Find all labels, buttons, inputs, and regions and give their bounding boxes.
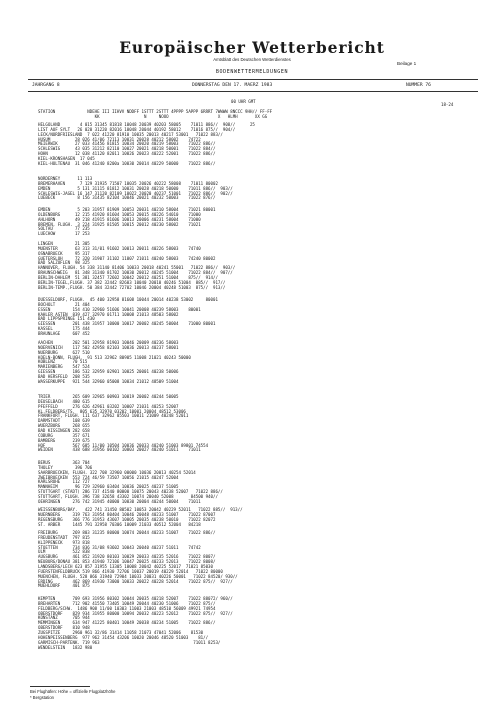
column-header-row-1: STATION NDEHE III IIHVV NDDFF 1STTT 2STTT 4PPPP 5APPP 6RRRT 7WWWW 8NCCC 9HH// FF-FF (38, 109, 273, 114)
station-row: KARLSRUHE 112 727 (38, 479, 90, 485)
station-row: DARMSTADT 108 639 (38, 418, 90, 424)
station-row: OBERSTDORF 810 948 (38, 625, 90, 631)
station-row: OBERSTDORF 829 934 31955 80000 10094 20032 40223 52012 71022 875// 927// (38, 610, 233, 616)
header-rule-bottom (28, 91, 478, 92)
station-row: DUESSELDORF, FLUGH. 45 400 32958 81608 10044 20014 40238 53002 80001 (38, 297, 218, 302)
station-row: MEMMINGEN 634 947 41225 80401 10049 20038 40234 51005 71022 886// (38, 620, 216, 626)
station-row: KOELN-BONN, FLUGH. 91 513 32962 80905 11008 21021 40243 50000 (38, 354, 191, 360)
time-range: 18-24 (441, 102, 454, 107)
station-row: PFEFFELD 276 626 42961 03202 10007 21031 40253 52007 (38, 403, 179, 409)
station-row: ULM 522 838 (38, 549, 90, 555)
station-row: ST. ARBER 1445 791 32958 70306 10009 21033 40512 52004 84218 (38, 521, 201, 527)
station-row: FUERSTENFELDBRUCK 519 866 41930 72706 10037 20019 40229 52014 71022 80000 (38, 568, 223, 574)
footnote-airports: Bei Flughäfen: Höhe = offizielle Flugplatzhöhe (30, 689, 116, 694)
station-row: BRAUNSCHWEIG 81 348 31340 81702 10030 20012 40245 51004 71022 884// 907// (38, 270, 233, 276)
station-row: NOERVENICH 117 502 42958 82103 10036 20013 40237 58001 (38, 344, 179, 350)
issue-date: DONNERSTAG DEN 17. MAERZ 1983 (192, 83, 273, 88)
station-row: WEIDEN 438 688 31956 00102 10003 20027 40240 51011 71011 (38, 447, 201, 453)
station-row: KIEL-HOLTENAU 31 046 41240 8200a 10030 20014 40229 50000 71022 886// (38, 160, 216, 166)
page-title: Europäischer Wetterbericht (119, 38, 385, 57)
station-row: ZWEIBRUECKEN 553 724 46/59 73507 10056 21015 40247 52004 (38, 474, 179, 480)
footnote-mountain-station: * Bergstation (30, 695, 54, 700)
station-row: BREMERHAVEN 7 129 31935 71507 10035 20026 40222 58008 71011 80002 (38, 180, 218, 186)
section-title: BODENWETTERMELDUNGEN (215, 69, 289, 75)
station-row: STUTTGART (STADT) 286 737 41540 80000 10075 20043 40238 52007 71022 886// (38, 489, 223, 495)
station-row: NUERNBERG 319 763 31954 80404 10046 20048 40233 51007 71022 87007 (38, 511, 216, 517)
station-row: GUETERSLOH 72 320 31907 31102 11007 21011 40240 58003 74240 80002 (38, 255, 216, 261)
station-row: REGENSBURG 366 776 31953 43607 10005 20035 40238 50010 71022 82072 (38, 516, 216, 522)
station-row: BAD SALZUFLEN 98 325 (38, 260, 90, 266)
station-row: BRAUNLAGE 607 452 (38, 330, 90, 336)
station-row: LIST AUF SYLT 26 020 31220 82016 10048 20044 40192 58012 71016 875// 904// (38, 126, 236, 132)
station-row: TRIER 265 609 32965 00903 10019 20002 40244 50005 (38, 394, 179, 399)
station-row: SOLTAU 77 235 (38, 226, 90, 232)
station-row: GARMISCH-PARTENK. 719 963 71011 8253/ (38, 639, 221, 645)
station-row: HUSUM 28 026 41/06 72113 10031 20028 40212 58002 74722 (38, 136, 201, 142)
station-row: MUENCHEN, FLUGH. 528 866 31940 72904 10033 20031 40226 50001 71022 84520/ 930// (38, 573, 238, 579)
station-row: KOBLENZ 70 515 (38, 359, 88, 365)
station-row: OEHRINGEN 276 742 31945 40000 10030 20004 40244 50004 71011 (38, 498, 201, 504)
volume-label: JAHRGANG 8 (32, 83, 60, 88)
station-row: ZUGSPITZE 2960 961 32/86 31414 11058 21073 47041 52006 81530 (38, 629, 204, 635)
footnote-rule (30, 686, 90, 687)
station-row: OLDENBURG 12 215 41920 81604 10053 20015 40226 54010 71000 (38, 211, 201, 217)
station-row: WASSERKUPPE 921 544 32960 05008 10034 21012 48509 51004 (38, 378, 179, 384)
station-row: HELGOLAND 4 015 31345 81818 10048 20039 40203 58005 71011 886// 908// 25 (38, 122, 255, 127)
station-row: HOF 567 685 11/00 10504 10036 20033 40240 51003 89801 74554 (38, 442, 209, 448)
station-row: LECK/NORDFRIESLAND 7 022 41220 81910 10035 20013 40217 53001 71022 883// (38, 131, 223, 137)
station-row: SAARBRUECKEN, FLUGH. 322 708 32960 00000 10036 20013 40254 52014 (38, 469, 196, 475)
station-row: THOLEY 396 706 (38, 464, 93, 470)
station-row: FELDBERG/SCHW. 1486 908 11/00 10303 11003 21003 48510 56009 49921 74954 (38, 605, 216, 611)
station-row: BERLIN-TEMP.,FLUGH. 50 384 32442 72702 10046 20004 40248 51003 875// 913// (38, 284, 226, 290)
station-row: DEUSELBACH 480 615 (38, 398, 90, 404)
station-row: FREUDENSTADT 797 815 (38, 534, 90, 540)
station-row: MANNHEIM 96 729 32960 03404 10036 20025 40237 51005 (38, 484, 179, 490)
station-row: SCHLESWIG-JAGEL 16 147 31120 82109 10022 20020 40237 51001 71022 886// 902// (38, 190, 233, 196)
station-row: AUGSBURG 461 852 31920 80103 10029 20033 40235 52016 71022 8007/ (38, 554, 216, 560)
station-row: NORDERNEY 11 113 (38, 176, 93, 181)
observation-time: 00 UHR GMT (231, 99, 256, 104)
station-row: COBURG 357 671 (38, 432, 90, 438)
header-rule-top (28, 79, 478, 80)
station-row: NEUBURG/DONAU 381 853 41940 72106 10047 20025 40233 52013 71022 8008/ (38, 559, 216, 565)
station-row: WUERZBURG 268 655 (38, 423, 90, 429)
station-row: BERUS 363 704 (38, 460, 90, 465)
station-row: SCHLESWIG 43 035 31212 82110 10027 20021 40218 50001 71022 884// (38, 146, 216, 152)
supplement-label: Beilage 1 (397, 61, 417, 66)
page-subtitle: Amtsblatt des Deutschen Wetterdienstes (213, 57, 291, 62)
station-row: KEMPTEN 709 693 31956 80302 10044 20035 40218 52007 71022 88072/ 960// (38, 596, 233, 601)
station-row: BAD HERSFELD 208 535 (38, 373, 90, 379)
station-row: HOHENPEISSENBERG 977 962 31454 43206 10020 20046 48520 51003 81// (38, 634, 209, 640)
station-row: BAMBERG 239 675 (38, 437, 90, 443)
station-row: MEIERWIK 27 033 41456 81815 10034 20020 40219 58003 71022 886// (38, 141, 216, 147)
station-row: KONSTANZ 705 944 (38, 615, 90, 621)
station-row: LUEBECK 8 156 31435 82104 10046 20021 40232 50003 71022 876// (38, 195, 216, 201)
station-row: AHLHORN 49 218 41915 81606 10013 20006 40231 58004 71000 (38, 216, 201, 222)
station-row: LUECHOW 17 253 (38, 231, 90, 237)
station-row: LINGEN 21 305 (38, 241, 90, 246)
station-row: EMDEN 5 203 31957 81909 10053 20031 40210 58004 71021 80001 (38, 207, 216, 212)
column-header-row-2: KK N NOOO X HLMH XX GG (38, 114, 268, 119)
station-row: ESSEN 154 410 32960 51606 10041 20008 40239 58003 80001 (38, 306, 201, 312)
station-row: WENDELSTEIN 1832 980 (38, 644, 93, 650)
station-row: ERDING 462 869 41930 73000 10033 20022 40228 52014 71022 875// 927// (38, 578, 233, 584)
station-row: GIESSEN 186 532 32959 02901 10025 20001 40238 50006 (38, 369, 179, 375)
station-row: OSNABRUECK 95 317 (38, 250, 90, 256)
station-row: EMDEN 5 131 31115 81812 10031 20028 40218 50000 71011 886// 903// (38, 185, 233, 191)
station-row: BAD KISSINGEN 282 658 (38, 427, 90, 433)
station-row: BREHARTEN 712 902 41550 73405 10049 20044 40230 51006 71022 875// (38, 600, 216, 606)
issue-number: NUMMER 76 (406, 83, 431, 88)
station-row: GIESSEN 201 438 31957 10000 10017 20002 40245 50004 71000 80001 (38, 321, 216, 327)
station-row: BERLIN-TEGEL,FLUGH. 37 382 32442 82603 10040 20010 40246 51004 885// 917// (38, 279, 226, 285)
station-row: MARIENBERG 547 524 (38, 364, 90, 370)
station-row: WEISSENBURG/BAY. 422 741 31450 80502 10053 20042 40229 52011 71022 885// 913// (38, 507, 243, 512)
station-row: KL.FELDBERG/TS. 805 635 32970 03202 10001 20004 48512 53006 (38, 408, 186, 414)
station-row: FRANKFURT, FLUGH. 111 637 32962 05503 10011 21009 40248 52011 (38, 413, 189, 419)
station-row: NUERBURG 627 510 (38, 349, 90, 355)
station-row: STUTTGART, FLUGH. 396 738 32658 43302 10074 20040 52008 84500 940// (38, 493, 218, 499)
station-row: BREMEN, FLUGH. 3 224 31925 81505 10015 20012 40230 58002 71021 (38, 221, 201, 227)
station-row: BERLIN-DAHLEM 51 381 32457 72602 10042 20012 40251 51004 875// 914// (38, 274, 218, 280)
station-row: STOETTEN 734 836 31/08 93602 10043 20040 40237 51011 74742 (38, 544, 201, 550)
station-row: MUENSTER 63 313 31/01 91602 10013 20011 40226 58003 74740 (38, 245, 201, 251)
station-row: AACHEN 202 501 32958 81903 10046 20009 40236 58003 (38, 340, 179, 345)
station-row: MUEHLDORF 401 875 (38, 583, 90, 589)
station-row: FREIBURG 269 803 31235 80000 10074 20044 40233 51007 71022 886// (38, 530, 216, 535)
station-row: HOHN 12 038 41120 82011 10026 20023 40222 52001 71022 886// (38, 151, 216, 157)
station-row: KASSEL 175 444 (38, 326, 90, 332)
station-row: KAHLER ASTEN 839 427 32970 01711 10008 21013 48503 58002 (38, 311, 179, 317)
station-row: BAD LIPPSPRINGE 151 430 (38, 316, 95, 322)
station-row: HANNOVER, FLUGH. 54 338 31140 81406 10033 20018 40241 55001 71022 886// 903// (38, 265, 236, 271)
station-row: BOCHOLT 21 404 (38, 301, 90, 307)
station-row: KIEL-KRONSHAGEN 17 045 (38, 155, 95, 161)
station-row: KLIPPENECK 973 818 (38, 539, 90, 545)
station-row: LANDSBERG/LECH 623 857 31955 13305 10008 20042 40225 52017 71021 85030 (38, 563, 213, 569)
